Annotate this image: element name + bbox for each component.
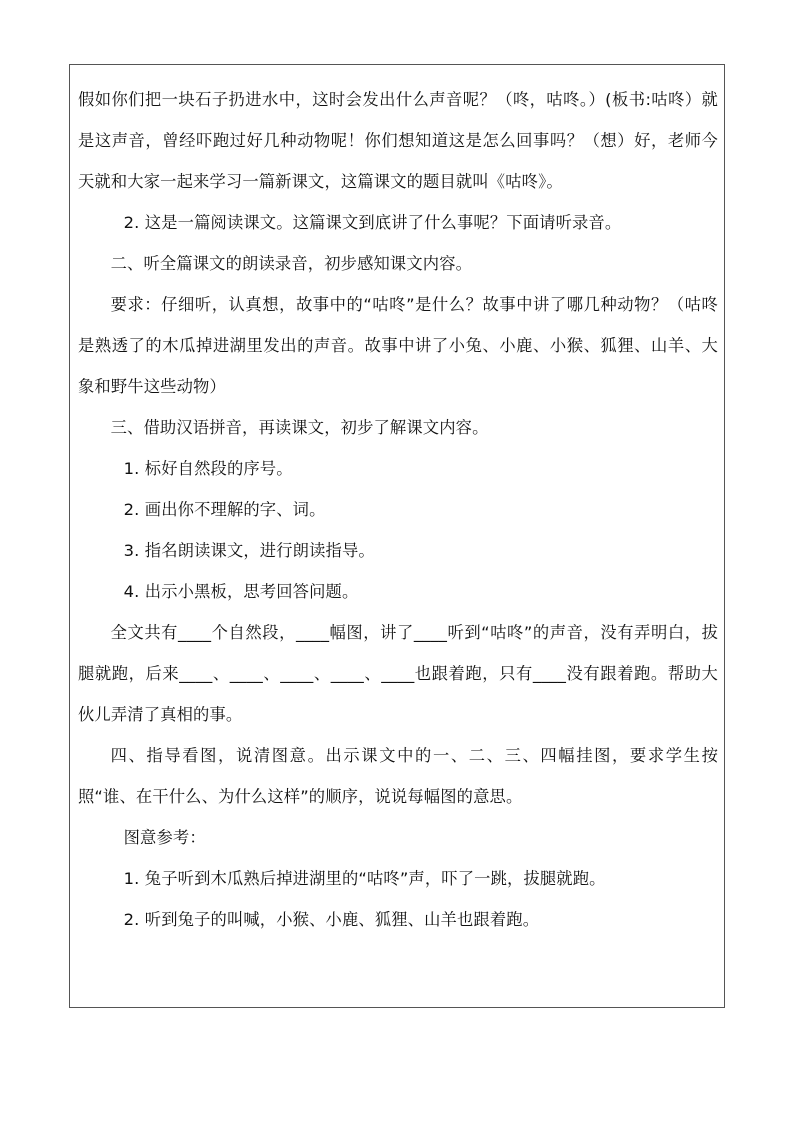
document-body [78,79,718,940]
list-item: 2. 听到兔子的叫喊，小猴、小鹿、狐狸、山羊也跟着跑。 [123,910,540,929]
section-heading-3: 三、借助汉语拼音，再读课文，初步了解课文内容。 [110,418,489,437]
section-heading-2: 二、听全篇课文的朗读录音，初步感知课文内容。 [110,254,473,273]
paragraph-requirements: 要求：仔细听，认真想，故事中的“咕咚”是什么？故事中讲了哪几种动物？（咕咚是熟透了的木瓜掉进湖里发出的声音。故事中讲了小兔、小鹿、小猴、狐狸、山羊、大象和野牛这些动物） [78,295,718,396]
document-table-cell [69,64,725,1008]
reference-heading: 图意参考： [123,828,206,847]
list-item: 2. 画出你不理解的字、词。 [123,500,326,519]
list-item: 1. 兔子听到木瓜熟后掉进湖里的“咕咚”声，吓了一跳，拔腿就跑。 [123,869,606,888]
list-item: 3. 指名朗读课文，进行朗读指导。 [123,541,375,560]
paragraph-fill-in-blank: 全文共有____个自然段，____幅图，讲了____听到“咕咚”的声音，没有弄明白，拔腿就跑，后来____、____、____、____、____也跟着跑，只有____没有跟着跑。帮助大伙儿弄清了真相的事。 [78,623,718,724]
paragraph-step-2: 2. 这是一篇阅读课文。这篇课文到底讲了什么事呢？下面请听录音。 [123,213,622,232]
list-item: 1. 标好自然段的序号。 [123,459,293,478]
paragraph-intro: 假如你们把一块石子扔进水中，这时会发出什么声音呢？（咚，咕咚。）(板书:咕咚）就是这声音，曾经吓跑过好几种动物呢！你们想知道这是怎么回事吗？（想）好，老师今天就和大家一起来学习一篇新课文，这篇课文的题目就叫《咕咚》。 [78,90,718,191]
list-item: 4. 出示小黑板，思考回答问题。 [123,582,359,601]
section-heading-4: 四、指导看图，说清图意。出示课文中的一、二、三、四幅挂图，要求学生按照“谁、在干什么、为什么这样”的顺序，说说每幅图的意思。 [78,746,718,806]
